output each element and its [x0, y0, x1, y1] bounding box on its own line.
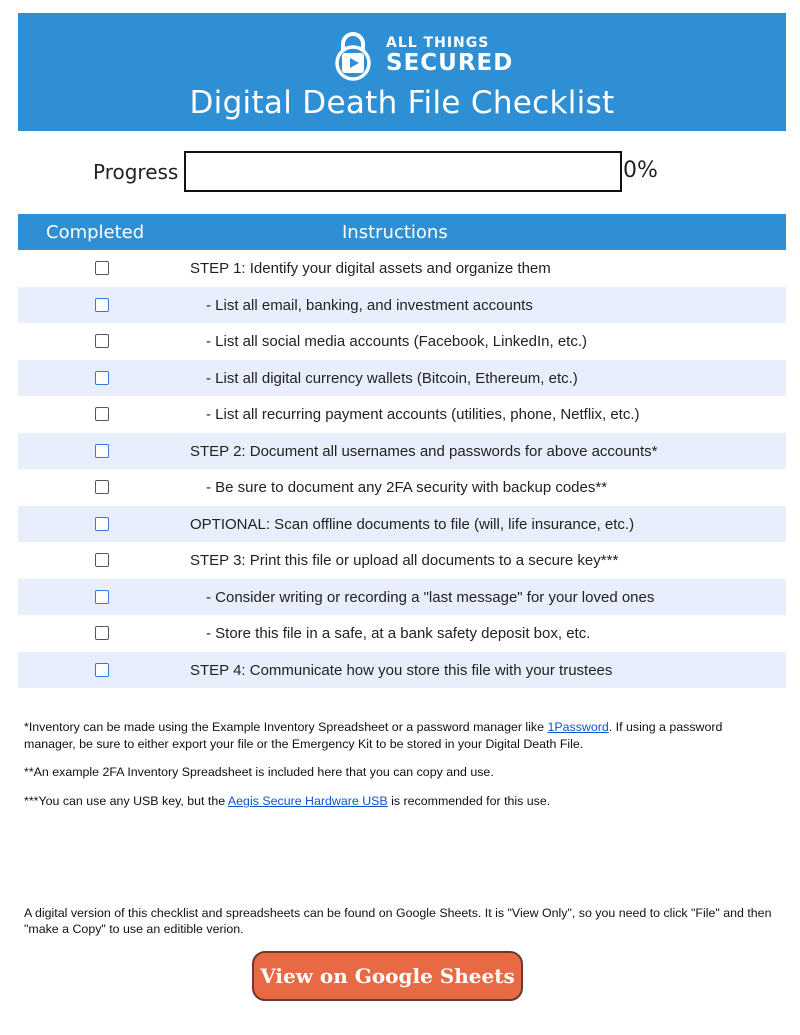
footnote-2: **An example 2FA Inventory Spreadsheet is included here that you can copy and use. [24, 765, 494, 780]
table-row [18, 652, 786, 689]
completed-checkbox[interactable] [95, 444, 109, 458]
completed-checkbox[interactable] [95, 261, 109, 275]
table-row [18, 250, 786, 287]
table-row [18, 287, 786, 324]
padlock-play-icon [330, 29, 376, 81]
completed-checkbox[interactable] [95, 407, 109, 421]
table-row [18, 433, 786, 470]
instruction-text: - List all recurring payment accounts (utilities, phone, Netflix, etc.) [206, 406, 640, 423]
1password-link[interactable]: 1Password [547, 720, 609, 734]
completed-checkbox[interactable] [95, 517, 109, 531]
table-row [18, 396, 786, 433]
instruction-text: STEP 2: Document all usernames and passwords for above accounts* [190, 442, 658, 460]
instruction-text: STEP 4: Communicate how you store this file with your trustees [190, 661, 613, 679]
column-header-completed: Completed [46, 222, 145, 243]
footnotes [24, 719, 774, 822]
instruction-text: - Store this file in a safe, at a bank safety deposit box, etc. [206, 625, 591, 642]
table-row [18, 360, 786, 397]
table-row [18, 506, 786, 543]
instruction-text: - List all social media accounts (Facebook, LinkedIn, etc.) [206, 333, 588, 350]
footer-text: A digital version of this checklist and spreadsheets can be found on Google Sheets. It is "View Only", so you need to click "File" and then "make a Copy" to use an editible verion. [24, 906, 772, 937]
completed-checkbox[interactable] [95, 371, 109, 385]
checklist-table [18, 214, 786, 688]
table-row [18, 469, 786, 506]
table-body [18, 250, 786, 688]
instruction-text: - List all digital currency wallets (Bitcoin, Ethereum, etc.) [206, 369, 578, 387]
completed-checkbox[interactable] [95, 334, 109, 348]
table-header [18, 214, 786, 250]
instruction-text: OPTIONAL: Scan offline documents to file (will, life insurance, etc.) [190, 515, 635, 533]
logo-text-bottom: SECURED [386, 49, 514, 76]
table-row [18, 579, 786, 616]
instruction-text: STEP 3: Print this file or upload all documents to a secure key*** [190, 552, 619, 569]
header-banner [18, 13, 786, 131]
completed-checkbox[interactable] [95, 298, 109, 312]
footnote-3: ***You can use any USB key, but the Aegis Secure Hardware USB is recommended for this use. [24, 794, 551, 809]
instruction-text: STEP 1: Identify your digital assets and organize them [190, 260, 551, 277]
completed-checkbox[interactable] [95, 663, 109, 677]
progress-bar [184, 151, 622, 192]
completed-checkbox[interactable] [95, 626, 109, 640]
completed-checkbox[interactable] [95, 480, 109, 494]
table-row [18, 542, 786, 579]
footnote-1: *Inventory can be made using the Example Inventory Spreadsheet or a password manager like 1Password. If using a password manager, be sure to either export your file or the Emergency Kit to be stored in your Digital Death File. [24, 720, 723, 751]
logo-text-top: ALL THINGS [386, 34, 490, 51]
page-title: Digital Death File Checklist [189, 85, 615, 121]
aegis-usb-link[interactable]: Aegis Secure Hardware USB [227, 794, 388, 809]
view-google-sheets-button[interactable]: View on Google Sheets [252, 951, 523, 1001]
column-header-instructions: Instructions [342, 222, 448, 243]
table-row [18, 323, 786, 360]
instruction-text: - Be sure to document any 2FA security with backup codes** [206, 479, 608, 496]
instruction-text: - Consider writing or recording a "last message" for your loved ones [206, 588, 655, 606]
completed-checkbox[interactable] [95, 590, 109, 604]
brand-logo [330, 29, 513, 81]
instruction-text: - List all email, banking, and investment accounts [206, 296, 533, 314]
progress-value: 0% [623, 158, 658, 183]
table-row [18, 615, 786, 652]
completed-checkbox[interactable] [95, 553, 109, 567]
progress-label: Progress [93, 160, 179, 184]
